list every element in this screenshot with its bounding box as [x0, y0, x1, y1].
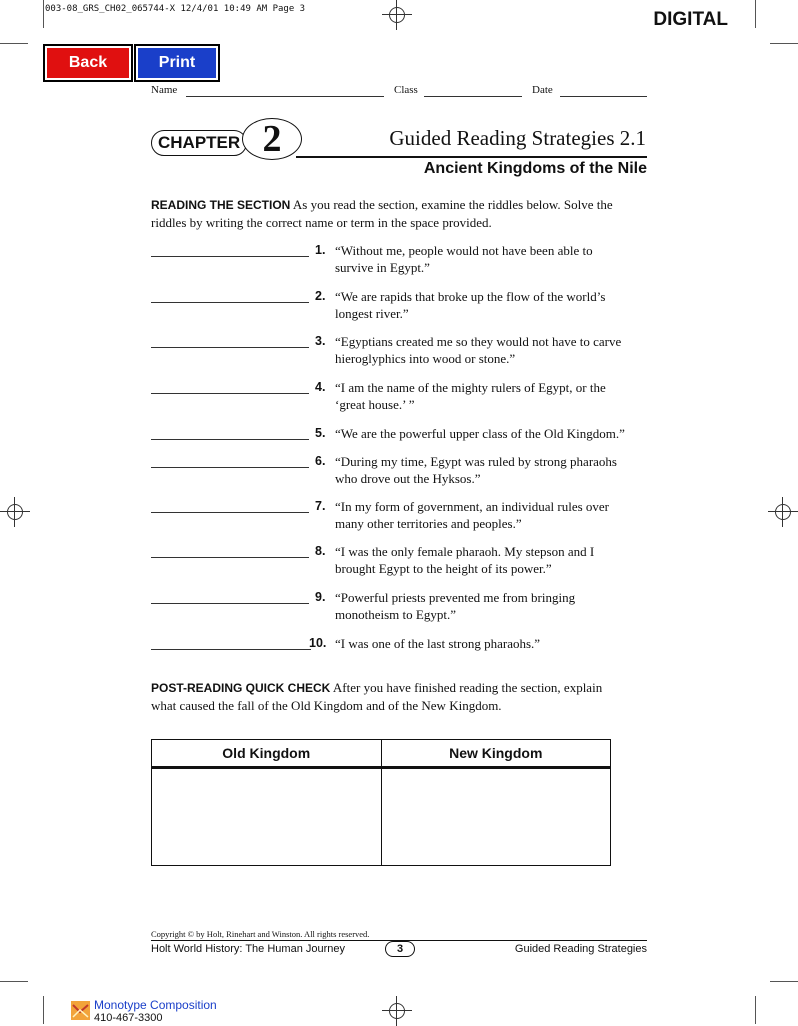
riddle-line: “We are the powerful upper class of the Old Kingdom.”: [335, 426, 625, 441]
answer-blank[interactable]: [151, 512, 309, 513]
riddle-line: “Without me, people would not have been able to: [335, 243, 593, 258]
reading-heading: READING THE SECTION: [151, 198, 291, 212]
riddle-line: “We are rapids that broke up the flow of the world’s: [335, 289, 606, 304]
post-reading-text-1: After you have finished reading the section, explain: [332, 680, 603, 695]
reading-instructions: [151, 196, 651, 231]
book-title: Holt World History: The Human Journey: [151, 943, 345, 955]
answer-blank[interactable]: [151, 256, 309, 257]
post-reading-text-2: what caused the fall of the Old Kingdom and of the New Kingdom.: [151, 698, 502, 713]
riddle-line: “In my form of government, an individual rules over: [335, 499, 610, 514]
registration-mark: [0, 497, 30, 527]
crop-mark: [0, 981, 28, 982]
reading-text-1: As you read the section, examine the riddles below. Solve the: [292, 197, 613, 212]
riddle-line: many other territories and peoples.”: [335, 516, 522, 531]
crop-mark: [43, 0, 44, 28]
riddle-line: “I was the only female pharaoh. My stepson and I: [335, 544, 595, 559]
riddle-text: [335, 379, 645, 413]
riddle-text: [335, 333, 645, 367]
post-reading-instructions: [151, 679, 651, 714]
date-field[interactable]: [560, 96, 647, 97]
chapter-label: CHAPTER: [151, 130, 247, 156]
crop-mark: [755, 0, 756, 28]
riddle-line: “Egyptians created me so they would not have to carve: [335, 334, 622, 349]
riddle-number: 2.: [315, 289, 326, 303]
answer-blank[interactable]: [151, 393, 309, 394]
riddle-line: who drove out the Hyksos.”: [335, 471, 481, 486]
series-title: Guided Reading Strategies: [514, 943, 647, 955]
registration-mark: [382, 996, 412, 1026]
name-field[interactable]: [186, 96, 384, 97]
riddle-text: [335, 288, 645, 322]
riddle-number: 6.: [315, 454, 326, 468]
back-button[interactable]: Back: [43, 44, 133, 82]
riddle-line: ‘great house.’ ”: [335, 397, 415, 412]
answer-blank[interactable]: [151, 347, 309, 348]
riddle-line: hieroglyphics into wood or stone.”: [335, 351, 516, 366]
riddle-number: 3.: [315, 334, 326, 348]
riddle-number: 7.: [315, 499, 326, 513]
crop-mark: [0, 43, 28, 44]
answer-blank[interactable]: [151, 302, 309, 303]
riddle-number: 8.: [315, 544, 326, 558]
riddle-text: [335, 453, 645, 487]
riddle-number: 10.: [309, 636, 327, 650]
registration-mark: [768, 497, 798, 527]
riddle-text: [335, 589, 645, 623]
answer-blank[interactable]: [151, 649, 311, 650]
riddle-line: monotheism to Egypt.”: [335, 607, 456, 622]
kingdom-table: [151, 739, 611, 866]
class-label: Class: [394, 84, 418, 96]
riddle-line: “During my time, Egypt was ruled by strong pharaohs: [335, 454, 617, 469]
riddle-line: survive in Egypt.”: [335, 260, 430, 275]
crop-mark: [770, 981, 798, 982]
monotype-phone: 410-467-3300: [94, 1012, 163, 1024]
section-subtitle: Ancient Kingdoms of the Nile: [423, 160, 647, 177]
page-title: Guided Reading Strategies 2.1: [389, 126, 646, 150]
crop-mark: [770, 43, 798, 44]
riddle-line: “I am the name of the mighty rulers of Egypt, or the: [335, 380, 606, 395]
chapter-rule: [296, 156, 647, 158]
page-number: 3: [385, 941, 415, 957]
digital-label: DIGITAL: [653, 9, 728, 30]
riddle-text: [335, 498, 645, 532]
riddle-text: [335, 635, 645, 652]
new-kingdom-header: New Kingdom: [381, 740, 611, 768]
monotype-name: Monotype Composition: [94, 998, 217, 1012]
chapter-number: 2: [242, 118, 302, 160]
answer-blank[interactable]: [151, 557, 309, 558]
riddle-line: “Powerful priests prevented me from bringing: [335, 590, 576, 605]
old-kingdom-header: Old Kingdom: [152, 740, 382, 768]
print-button[interactable]: Print: [134, 44, 220, 82]
post-reading-heading: POST-READING QUICK CHECK: [151, 681, 331, 695]
answer-blank[interactable]: [151, 439, 309, 440]
answer-blank[interactable]: [151, 603, 309, 604]
riddle-number: 1.: [315, 243, 326, 257]
class-field[interactable]: [424, 96, 522, 97]
date-label: Date: [532, 84, 553, 96]
registration-mark: [382, 0, 412, 30]
riddle-line: longest river.”: [335, 306, 409, 321]
name-label: Name: [151, 84, 178, 96]
print-slug: 003-08_GRS_CH02_065744-X 12/4/01 10:49 AM Page 3: [45, 4, 306, 14]
crop-mark: [43, 996, 44, 1024]
copyright: Copyright © by Holt, Rinehart and Winston. All rights reserved.: [151, 929, 370, 939]
crop-mark: [755, 996, 756, 1024]
riddle-number: 5.: [315, 426, 326, 440]
riddle-line: “I was one of the last strong pharaohs.”: [335, 636, 541, 651]
riddle-line: brought Egypt to the height of its power.”: [335, 561, 552, 576]
riddle-text: [335, 242, 645, 276]
new-kingdom-cell[interactable]: [381, 768, 611, 866]
old-kingdom-cell[interactable]: [152, 768, 382, 866]
riddle-text: [335, 543, 645, 577]
riddle-text: [335, 425, 645, 442]
riddle-number: 9.: [315, 590, 326, 604]
riddle-number: 4.: [315, 380, 326, 394]
answer-blank[interactable]: [151, 467, 309, 468]
reading-text-2: riddles by writing the correct name or term in the space provided.: [151, 215, 492, 230]
monotype-logo-icon: [71, 1001, 90, 1020]
